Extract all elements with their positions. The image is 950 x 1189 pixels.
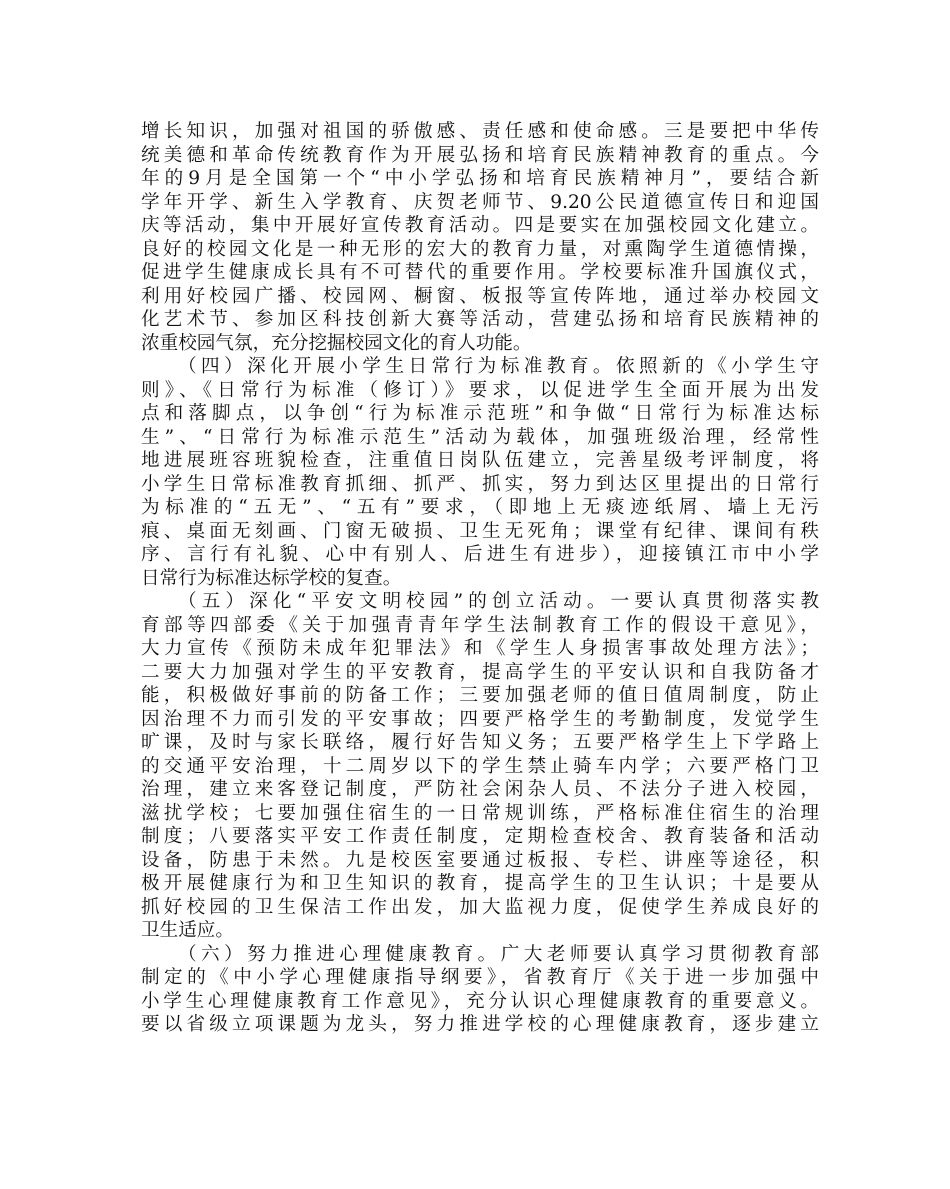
- text-line: 年的9月是全国第一个“中小学弘扬和培育民族精神月”，要结合新: [141, 168, 819, 189]
- text-line: 良好的校园文化是一种无形的宏大的教育力量，对熏陶学生道德情操，: [141, 238, 819, 260]
- paragraph-first-line: （四）深化开展小学生日常行为标准教育。依照新的《小学生守: [178, 356, 819, 377]
- text-line: 地进展班容班貌检查，注重值日岗队伍建立，完善星级考评制度，将: [141, 450, 819, 471]
- text-line: 治理，建立来客登记制度，严防社会闲杂人员、不法分子进入校园，: [141, 779, 819, 800]
- text-line: 统美德和革命传统教育作为开展弘扬和培育民族精神教育的重点。今: [141, 144, 819, 166]
- paragraph-first-line: （六）努力推进心理健康教育。广大老师要认真学习贯彻教育部: [178, 943, 819, 965]
- text-line: 育部等四部委《关于加强青青年学生法制教育工作的假设干意见》，: [141, 614, 819, 636]
- text-line: 庆等活动，集中开展好宣传教育活动。四是要实在加强校园文化建立。: [141, 215, 819, 236]
- text-line: 二要大力加强对学生的平安教育，提高学生的平安认识和自我防备才: [141, 661, 819, 683]
- text-line: 旷课，及时与家长联络，履行好告知义务；五要严格学生上下学路上: [141, 732, 819, 753]
- text-line: 极开展健康行为和卫生知识的教育，提高学生的卫生认识；十是要从: [141, 873, 819, 894]
- text-line: 小学生日常标准教育抓细、抓严、抓实，努力到达区里提出的日常行: [141, 473, 819, 495]
- text-line: 利用好校园广播、校园网、橱窗、板报等宣传阵地，通过举办校园文: [141, 285, 819, 307]
- text-line: 要以省级立项课题为龙头，努力推进学校的心理健康教育，逐步建立: [141, 1014, 819, 1035]
- document-page: [141, 120, 819, 1037]
- text-line: 卫生适应。: [141, 920, 234, 941]
- text-line: 滋扰学校；七要加强住宿生的一日常规训练，严格标准住宿生的治理: [141, 802, 819, 824]
- text-line: 浓重校园气氛，充分挖掘校园文化的育人功能。: [141, 332, 532, 354]
- text-line: 点和落脚点，以争创“行为标准示范班”和争做“日常行为标准达标: [141, 403, 819, 424]
- text-line: 日常行为标准达标学校的复查。: [141, 567, 402, 589]
- text-line: 学年开学、新生入学教育、庆贺老师节、9.20公民道德宣传日和迎国: [141, 191, 819, 213]
- text-line: 则》、《日常行为标准（修订）》要求，以促进学生全面开展为出发: [141, 379, 819, 401]
- text-line: 促进学生健康成长具有不可替代的重要作用。学校要标准升国旗仪式，: [141, 262, 819, 283]
- text-line: 抓好校园的卫生保洁工作出发，加大监视力度，促使学生养成良好的: [141, 896, 819, 918]
- text-line: 生”、“日常行为标准示范生”活动为载体，加强班级治理，经常性: [141, 426, 819, 448]
- text-line: 制度；八要落实平安工作责任制度，定期检查校舍、教育装备和活动: [141, 826, 819, 847]
- text-line: 痕、桌面无刻画、门窗无破损、卫生无死角；课堂有纪律、课间有秩: [141, 520, 819, 542]
- text-line: 制定的《中小学心理健康指导纲要》，省教育厅《关于进一步加强中: [141, 967, 819, 988]
- paragraph-first-line: （五）深化“平安文明校园”的创立活动。一要认真贯彻落实教: [178, 591, 819, 612]
- text-line: 为标准的“五无”、“五有”要求，（即地上无痰迹纸屑、墙上无污: [141, 497, 819, 518]
- text-line: 设备，防患于未然。九是校医室要通过板报、专栏、讲座等途径，积: [141, 849, 819, 871]
- text-line: 序、言行有礼貌、心中有别人、后进生有进步），迎接镇江市中小学: [141, 544, 819, 565]
- text-line: 化艺术节、参加区科技创新大赛等活动，营建弘扬和培育民族精神的: [141, 309, 819, 330]
- text-line: 能，积极做好事前的防备工作；三要加强老师的值日值周制度，防止: [141, 685, 819, 706]
- text-line: 大力宣传《预防未成年犯罪法》和《学生人身损害事故处理方法》；: [141, 638, 819, 659]
- text-line: 因治理不力而引发的平安事故；四要严格学生的考勤制度，发觉学生: [141, 708, 819, 730]
- text-line: 的交通平安治理，十二周岁以下的学生禁止骑车内学；六要严格门卫: [141, 755, 819, 777]
- text-line: 小学生心理健康教育工作意见》，充分认识心理健康教育的重要意义。: [141, 990, 819, 1012]
- text-line: 增长知识，加强对祖国的骄傲感、责任感和使命感。三是要把中华传: [141, 121, 819, 142]
